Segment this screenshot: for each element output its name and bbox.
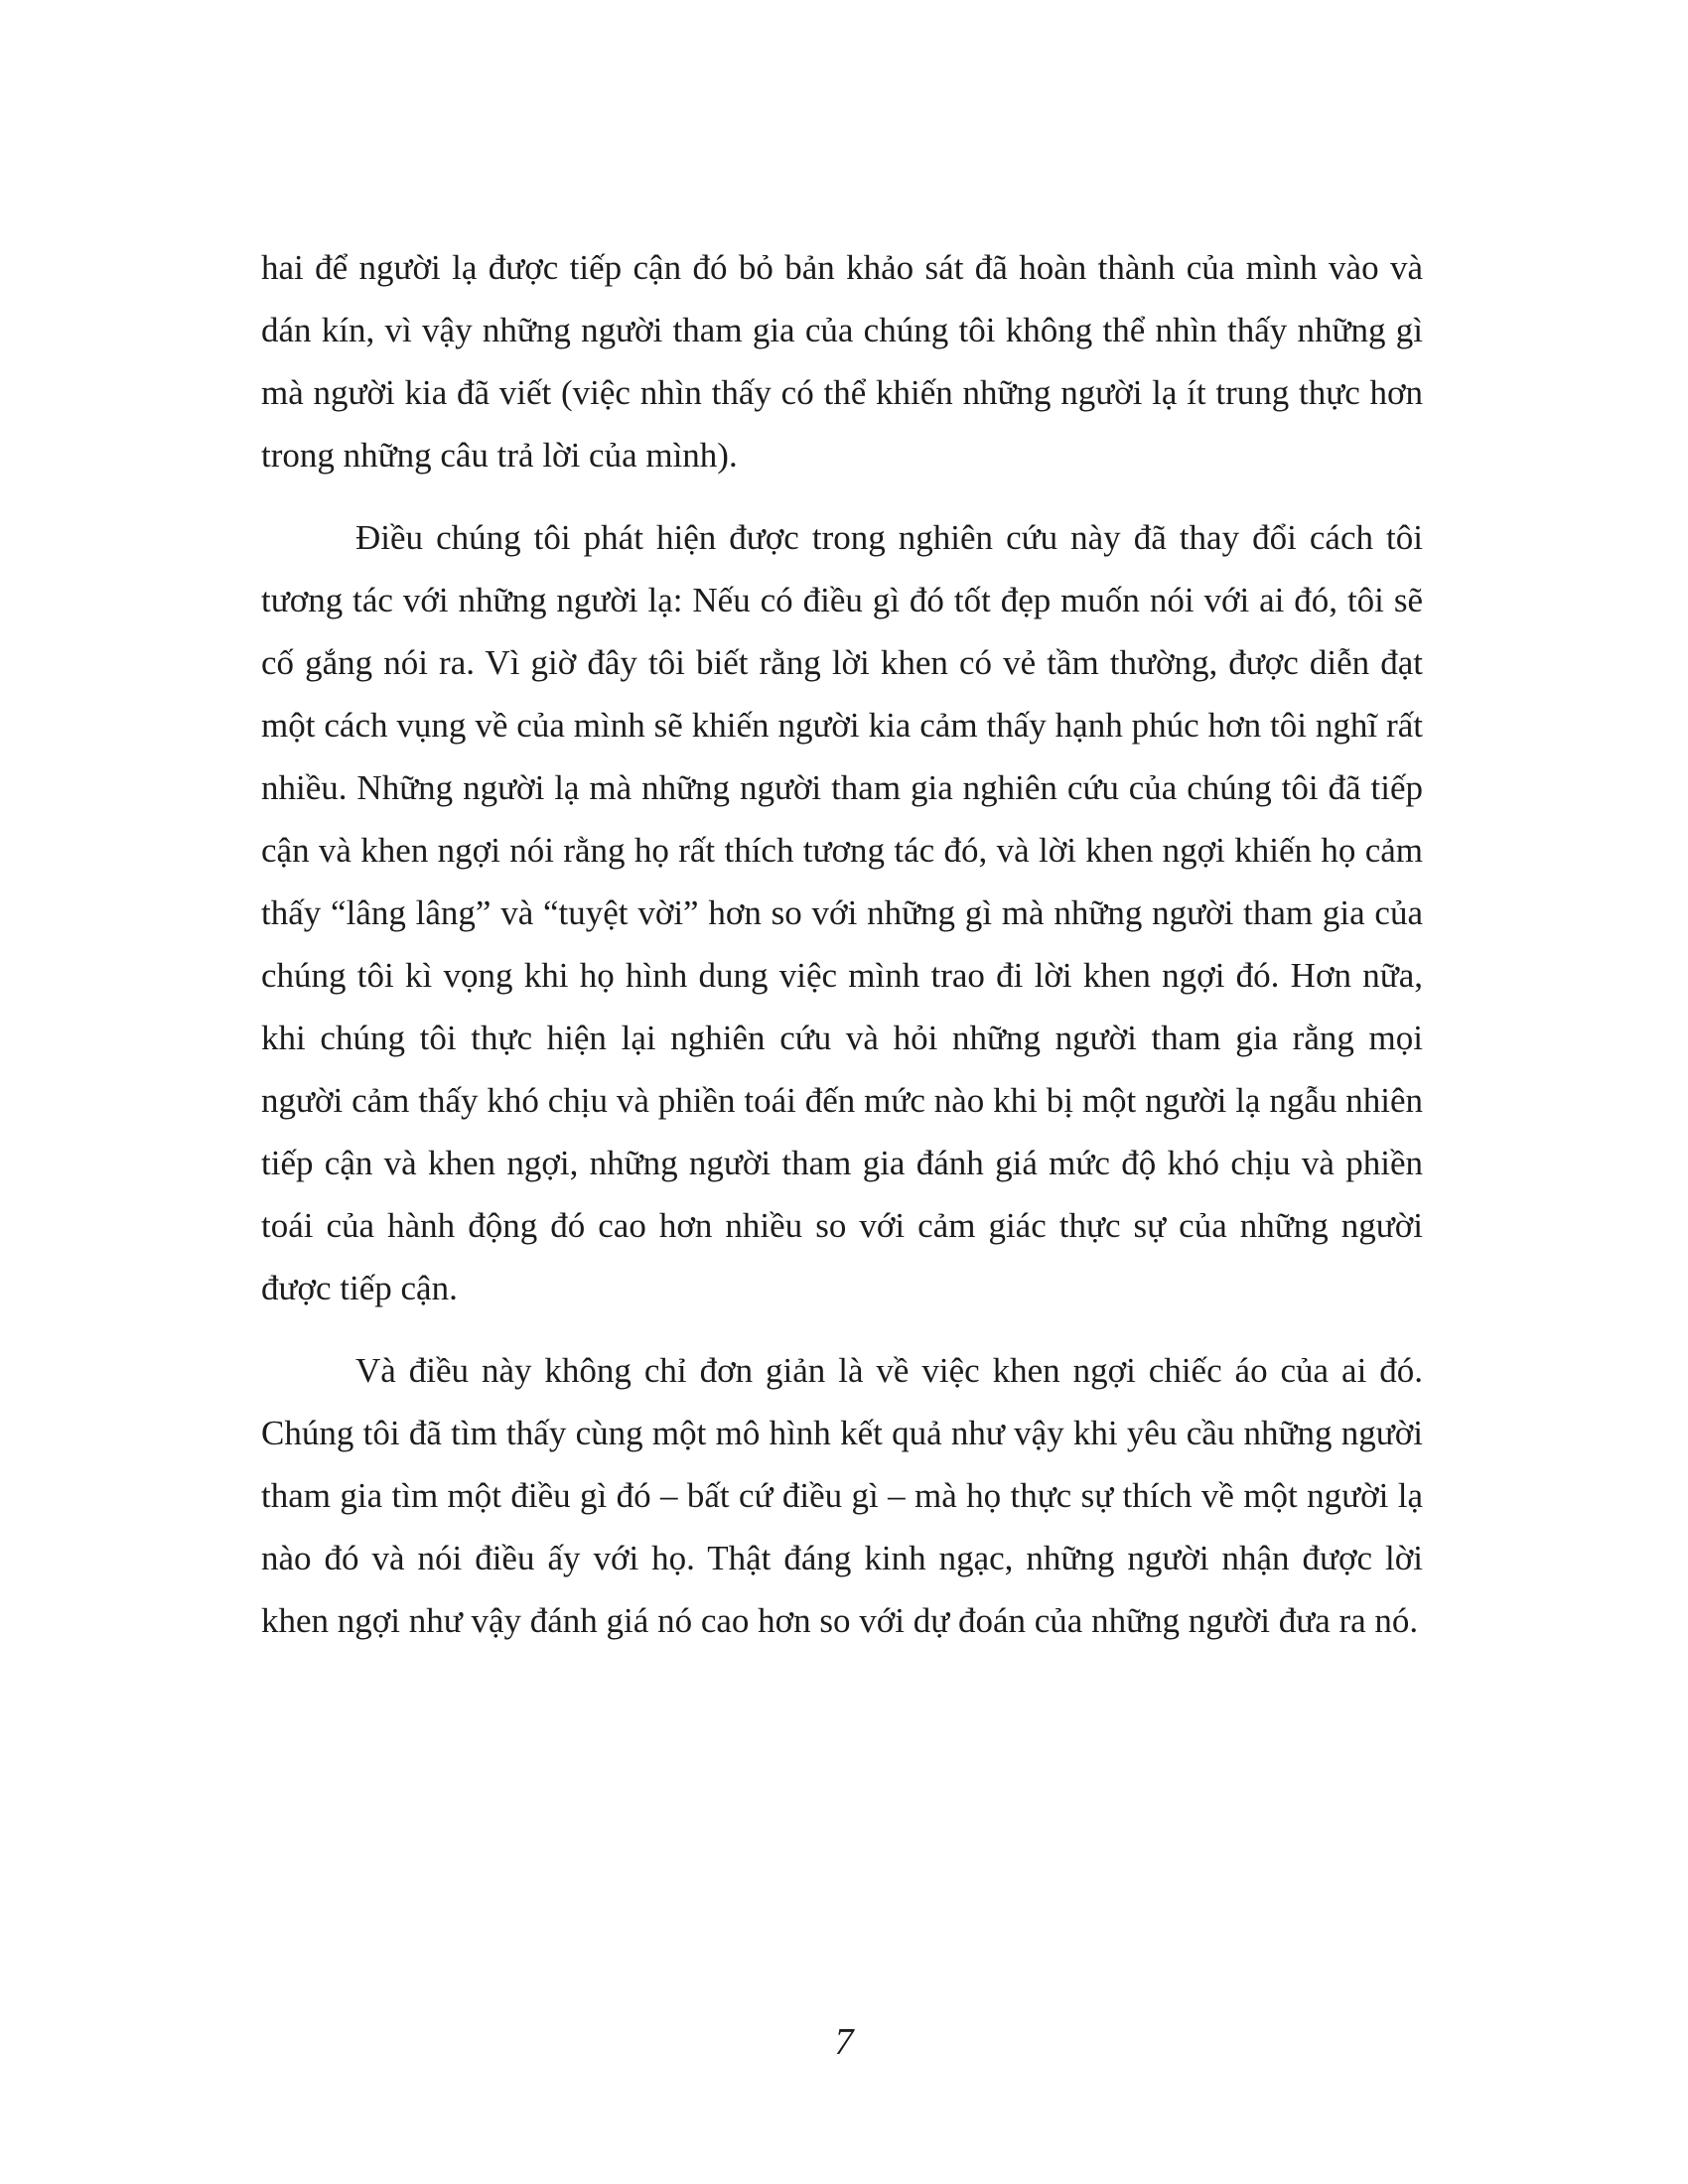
- body-text: [261, 236, 1423, 1672]
- page-number: 7: [834, 2021, 854, 2063]
- paragraph: Điều chúng tôi phát hiện được trong nghiên cứu này đã thay đổi cách tôi tương tác với những người lạ: Nếu có điều gì đó tốt đẹp muốn nói với ai đó, tôi sẽ cố gắng nói ra. Vì giờ đây tôi biết rằng lời khen có vẻ tầm thường, được diễn đạt một cách vụng về của mình sẽ khiến người kia cảm thấy hạnh phúc hơn tôi nghĩ rất nhiều. Những người lạ mà những người tham gia nghiên cứu của chúng tôi đã tiếp cận và khen ngợi nói rằng họ rất thích tương tác đó, và lời khen ngợi khiến họ cảm thấy “lâng lâng” và “tuyệt vời” hơn so với những gì mà những người tham gia của chúng tôi kì vọng khi họ hình dung việc mình trao đi lời khen ngợi đó. Hơn nữa, khi chúng tôi thực hiện lại nghiên cứu và hỏi những người tham gia rằng mọi người cảm thấy khó chịu và phiền toái đến mức nào khi bị một người lạ ngẫu nhiên tiếp cận và khen ngợi, những người tham gia đánh giá mức độ khó chịu và phiền toái của hành động đó cao hơn nhiều so với cảm giác thực sự của những người được tiếp cận.: [261, 518, 1423, 1307]
- paragraph: hai để người lạ được tiếp cận đó bỏ bản khảo sát đã hoàn thành của mình vào và dán kín, vì vậy những người tham gia của chúng tôi không thể nhìn thấy những gì mà người kia đã viết (việc nhìn thấy có thể khiến những người lạ ít trung thực hơn trong những câu trả lời của mình).: [261, 248, 1423, 475]
- paragraph: Và điều này không chỉ đơn giản là về việc khen ngợi chiếc áo của ai đó. Chúng tôi đã tìm thấy cùng một mô hình kết quả như vậy khi yêu cầu những người tham gia tìm một điều gì đó – bất cứ điều gì – mà họ thực sự thích về một người lạ nào đó và nói điều ấy với họ. Thật đáng kinh ngạc, những người nhận được lời khen ngợi như vậy đánh giá nó cao hơn so với dự đoán của những người đưa ra nó.: [261, 1351, 1423, 1640]
